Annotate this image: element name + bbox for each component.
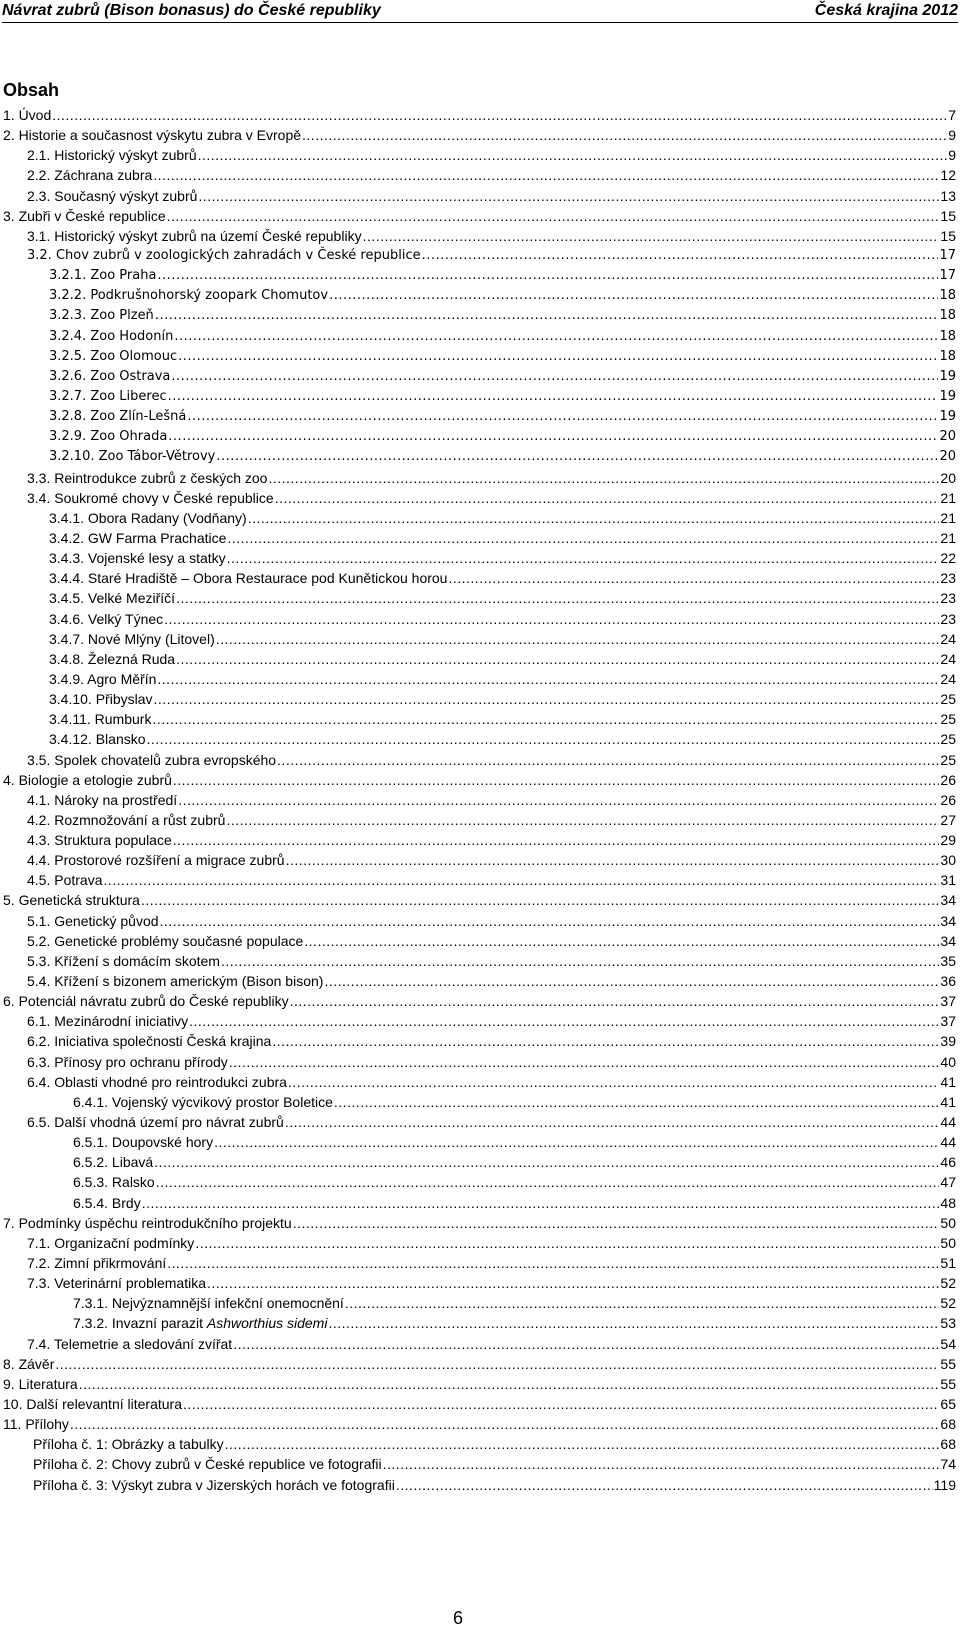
toc-entry[interactable] [0, 548, 960, 568]
toc-dot-leader [104, 870, 940, 890]
toc-entry-page: 27 [940, 811, 956, 828]
toc-entry-title: 3.4.10. Přibyslav [49, 691, 153, 708]
toc-dot-leader [153, 165, 939, 185]
toc-dot-leader [154, 689, 940, 709]
toc-dot-leader [174, 327, 938, 347]
toc-entry-page: 36 [940, 973, 956, 990]
toc-dot-leader [154, 1152, 939, 1172]
toc-dot-leader [334, 1092, 940, 1112]
toc-entry-page: 44 [940, 1134, 956, 1151]
toc-entry-page: 53 [940, 1315, 956, 1332]
toc-dot-leader [168, 387, 939, 407]
toc-entry-page: 7 [948, 107, 956, 123]
toc-entry-page: 20 [940, 469, 956, 486]
toc-entry[interactable] [0, 1454, 960, 1474]
toc-entry-title: 7.1. Organizační podmínky [27, 1234, 195, 1251]
toc-dot-leader [157, 266, 938, 286]
toc-dot-leader [173, 830, 940, 850]
toc-entry-title: 3.2.4. Zoo Hodonín [49, 328, 174, 344]
toc-entry-title: 4. Biologie a etologie zubrů [3, 771, 172, 788]
toc-entry-page: 34 [940, 932, 956, 949]
toc-entry-page: 9 [948, 127, 956, 144]
toc-dot-leader [55, 1354, 939, 1374]
toc-entry[interactable] [0, 407, 960, 427]
toc-entry-title: 5.1. Genetický původ [27, 912, 159, 929]
toc-entry-title: 3.4.5. Velké Meziříčí [49, 590, 176, 607]
toc-entry-page: 19 [939, 368, 956, 384]
toc-entry-title: 3.2.7. Zoo Liberec [49, 388, 167, 404]
toc-dot-leader [195, 1233, 939, 1253]
toc-entry-title: 3.1. Historický výskyt zubrů na území České republiky [27, 227, 362, 244]
toc-entry-page: 20 [939, 429, 956, 445]
toc-entry-page: 34 [940, 892, 956, 909]
toc-entry-title: 6.1. Mezinárodní iniciativy [27, 1013, 189, 1030]
toc-entry[interactable] [0, 1072, 960, 1092]
toc-dot-leader [168, 427, 938, 447]
toc-entry[interactable] [0, 1273, 960, 1293]
toc-entry-page: 21 [940, 489, 956, 506]
toc-dot-leader [275, 488, 940, 508]
toc-entry-page: 24 [940, 670, 956, 687]
toc-entry[interactable] [0, 1293, 960, 1313]
toc-entry-title: 3.3. Reintrodukce zubrů z českých zoo [27, 469, 268, 486]
toc-entry[interactable] [0, 810, 960, 830]
toc-entry-title: 6.5.1. Doupovské hory [73, 1134, 214, 1151]
toc-entry[interactable] [0, 870, 960, 890]
page-number: 6 [452, 1608, 463, 1628]
toc-entry-page: 24 [940, 630, 956, 647]
toc-dot-leader [221, 951, 939, 971]
toc-entry[interactable] [0, 246, 960, 266]
toc-entry[interactable] [0, 991, 960, 1011]
toc-dot-leader [227, 528, 939, 548]
toc-entry-title: 3.4.12. Blansko [49, 731, 146, 748]
toc-entry-title: 2. Historie a současnost výskytu zubra v Evropě [3, 127, 302, 144]
toc-dot-leader [225, 1434, 940, 1454]
toc-entry[interactable] [0, 347, 960, 367]
toc-entry-page: 40 [940, 1053, 956, 1070]
toc-dot-leader [216, 629, 940, 649]
toc-entry-page: 17 [939, 247, 956, 263]
toc-entry[interactable] [0, 830, 960, 850]
toc-entry-title: 6.4. Oblasti vhodné pro reintrodukci zubra [27, 1073, 287, 1090]
toc-entry-page: 44 [940, 1114, 956, 1131]
toc-entry-title: 11. Přílohy [3, 1416, 69, 1433]
toc-entry[interactable] [0, 1152, 960, 1172]
toc-entry[interactable] [0, 911, 960, 931]
toc-entry[interactable] [0, 1213, 960, 1233]
toc-entry-page: 26 [940, 791, 956, 808]
toc-entry-title: 3.2. Chov zubrů v zoologických zahradách v České republice [27, 247, 421, 263]
toc-entry-title: 6.5.3. Ralsko [73, 1174, 155, 1191]
toc-entry-page: 31 [940, 872, 956, 889]
toc-dot-leader [214, 1132, 939, 1152]
toc-entry[interactable] [0, 508, 960, 528]
toc-entry-page: 23 [940, 590, 956, 607]
toc-entry-page: 55 [940, 1355, 956, 1372]
toc-dot-leader [345, 1293, 940, 1313]
toc-dot-leader [79, 1374, 940, 1394]
toc-entry[interactable] [0, 528, 960, 548]
toc-dot-leader [328, 1313, 939, 1333]
toc-entry-title: 10. Další relevantní literatura [3, 1396, 182, 1412]
toc-entry-page: 74 [940, 1456, 956, 1473]
toc-dot-leader [160, 911, 940, 931]
toc-entry-title: 3.2.6. Zoo Ostrava [49, 368, 171, 384]
toc-entry[interactable] [0, 729, 960, 749]
toc-entry-page: 22 [940, 550, 956, 567]
toc-entry-title: 3.4.4. Staré Hradiště – Obora Restaurace pod Kunětickou horou [49, 570, 448, 587]
toc-entry-page: 68 [940, 1436, 956, 1453]
toc-entry-title: 8. Závěr [3, 1355, 55, 1372]
toc-entry[interactable] [0, 1434, 960, 1454]
toc-entry-title: 3.2.9. Zoo Ohrada [49, 429, 168, 445]
toc-entry-title: 5.4. Křížení s bizonem americkým (Bison bison) [27, 973, 324, 990]
toc-dot-leader [302, 125, 947, 145]
toc-entry-page: 24 [940, 650, 956, 667]
toc-entry-page: 41 [940, 1093, 956, 1110]
toc-entry[interactable] [0, 306, 960, 326]
toc-dot-leader [147, 729, 940, 749]
toc-entry-page: 30 [940, 852, 956, 869]
toc-entry-page: 17 [939, 268, 956, 284]
toc-entry-page: 20 [939, 449, 956, 465]
toc-entry-page: 21 [940, 529, 956, 546]
toc-entry-title: 3.4.9. Agro Měřín [49, 670, 157, 687]
toc-entry-title: 3.2.2. Podkrušnohorský zoopark Chomutov [49, 288, 329, 304]
toc-dot-leader [156, 1172, 940, 1192]
toc-entry[interactable] [0, 286, 960, 306]
toc-entry[interactable] [0, 266, 960, 286]
toc-entry-title: 6.3. Přínosy pro ochranu přírody [27, 1053, 228, 1070]
toc-dot-leader [304, 931, 939, 951]
toc-entry-title: 3.4. Soukromé chovy v České republice [27, 489, 274, 506]
toc-entry-page: 39 [940, 1033, 956, 1050]
toc-entry[interactable] [0, 1414, 960, 1434]
toc-entry-page: 15 [940, 227, 956, 244]
toc-dot-leader [198, 145, 948, 165]
toc-dot-leader [290, 991, 940, 1011]
toc-entry-title: 5.3. Křížení s domácím skotem [27, 952, 220, 969]
toc-entry[interactable] [0, 971, 960, 991]
toc-entry-title: 1. Úvod [3, 107, 52, 123]
toc-dot-leader [288, 1072, 939, 1092]
toc-dot-leader [155, 306, 939, 326]
toc-entry-page: 35 [940, 952, 956, 969]
toc-entry[interactable] [0, 447, 960, 467]
toc-entry-page: 37 [940, 1013, 956, 1030]
toc-entry-page: 48 [940, 1194, 956, 1211]
toc-entry[interactable] [0, 1011, 960, 1031]
toc-entry[interactable] [0, 689, 960, 709]
toc-dot-leader [422, 246, 939, 266]
toc-entry-title: 6. Potenciál návratu zubrů do České republiky [3, 993, 289, 1010]
toc-entry-title: 4.5. Potrava [27, 872, 103, 889]
toc-entry-page: 13 [940, 187, 956, 204]
toc-entry[interactable] [0, 1052, 960, 1072]
toc-dot-leader [157, 669, 939, 689]
toc-entry[interactable] [0, 1374, 960, 1394]
toc-entry-page: 18 [939, 288, 956, 304]
toc-dot-leader [329, 286, 938, 306]
toc-entry-title: 4.3. Struktura populace [27, 832, 172, 849]
toc-entry-page: 50 [940, 1234, 956, 1251]
toc-entry-title: Příloha č. 3: Výskyt zubra v Jizerských horách ve fotografii [33, 1476, 395, 1493]
toc-entry[interactable] [0, 1253, 960, 1273]
toc-entry-page: 25 [940, 711, 956, 728]
toc-dot-leader [198, 186, 939, 206]
toc-entry[interactable] [0, 125, 960, 145]
header-document-title: Návrat zubrů (Bison bonasus) do České republiky [2, 2, 381, 19]
toc-entry-page: 46 [940, 1154, 956, 1171]
toc-entry[interactable] [0, 468, 960, 488]
toc-entry[interactable] [0, 327, 960, 347]
toc-dot-leader [396, 1475, 933, 1495]
toc-entry-page: 34 [940, 912, 956, 929]
toc-entry[interactable] [0, 165, 960, 185]
running-header [2, 0, 958, 22]
toc-dot-leader [164, 609, 939, 629]
toc-dot-leader [167, 206, 940, 226]
toc-entry-page: 52 [940, 1295, 956, 1312]
toc-entry-page: 50 [940, 1214, 956, 1231]
toc-dot-leader [178, 347, 938, 367]
toc-entry-title: 2.3. Současný výskyt zubrů [27, 187, 198, 204]
toc-entry-title: 9. Literatura [3, 1375, 78, 1392]
toc-entry-page: 19 [939, 388, 956, 404]
toc-entry[interactable] [0, 488, 960, 508]
toc-entry[interactable] [0, 206, 960, 226]
toc-entry-page: 37 [940, 993, 956, 1010]
toc-entry-title: 4.4. Prostorové rozšíření a migrace zubrů [27, 852, 285, 869]
toc-dot-leader [171, 367, 938, 387]
toc-dot-leader [227, 548, 940, 568]
toc-dot-leader [248, 508, 940, 528]
toc-entry[interactable] [0, 145, 960, 165]
toc-entry-page: 9 [948, 147, 956, 164]
toc-entry[interactable] [0, 1112, 960, 1132]
toc-entry[interactable] [0, 609, 960, 629]
toc-entry-title: 3.4.6. Velký Týnec [49, 610, 164, 627]
toc-entry[interactable] [0, 669, 960, 689]
toc-dot-leader [383, 1454, 940, 1474]
toc-entry-page: 23 [940, 570, 956, 587]
toc-dot-leader [152, 709, 939, 729]
toc-dot-leader [70, 1414, 940, 1434]
toc-entry-title: 3.4.11. Rumburk [49, 711, 152, 728]
toc-entry-title: 2.1. Historický výskyt zubrů [27, 147, 197, 164]
table-of-contents [0, 105, 960, 1495]
toc-entry[interactable] [0, 105, 960, 125]
toc-entry-title: 3.4.8. Železná Ruda [49, 650, 176, 667]
toc-dot-leader [286, 850, 940, 870]
toc-dot-leader [277, 750, 939, 770]
toc-dot-leader [52, 105, 947, 125]
toc-entry[interactable] [0, 1334, 960, 1354]
toc-entry-title: 6.2. Iniciativa společnosti Česká krajina [27, 1033, 272, 1050]
toc-entry-page: 25 [940, 691, 956, 708]
toc-entry[interactable] [0, 649, 960, 669]
toc-entry-title: 7.3.1. Nejvýznamnější infekční onemocnění [73, 1295, 344, 1312]
toc-entry[interactable] [0, 629, 960, 649]
toc-entry-page: 25 [940, 731, 956, 748]
toc-dot-leader [226, 810, 939, 830]
toc-entry-page: 119 [933, 1476, 956, 1493]
toc-entry-title: 7.3.2. Invazní parazit Ashworthius sidemi [73, 1315, 328, 1332]
toc-entry[interactable] [0, 1031, 960, 1051]
toc-dot-leader [189, 1011, 939, 1031]
toc-entry-page: 51 [940, 1255, 956, 1272]
toc-entry-title: 4.2. Rozmnožování a růst zubrů [27, 811, 226, 828]
toc-entry-page: 18 [939, 348, 956, 364]
toc-entry-page: 21 [940, 509, 956, 526]
toc-entry[interactable] [0, 568, 960, 588]
toc-dot-leader [448, 568, 939, 588]
toc-entry[interactable] [0, 850, 960, 870]
toc-entry-page: 65 [940, 1396, 956, 1412]
toc-entry[interactable] [0, 1354, 960, 1374]
toc-entry-title: 5.2. Genetické problémy současné populace [27, 932, 304, 949]
toc-entry-page: 23 [940, 610, 956, 627]
toc-entry-title: 6.4.1. Vojenský výcvikový prostor Boletice [73, 1093, 333, 1110]
toc-entry-title: 3.4.3. Vojenské lesy a statky [49, 550, 226, 567]
toc-dot-leader [176, 649, 939, 669]
toc-entry-title: 7.4. Telemetrie a sledování zvířat [27, 1335, 233, 1352]
toc-entry-title: Příloha č. 2: Chovy zubrů v České republice ve fotografii [33, 1456, 382, 1473]
toc-entry-page: 55 [940, 1375, 956, 1392]
toc-entry-page: 15 [940, 207, 956, 224]
toc-dot-leader [233, 1334, 939, 1354]
toc-dot-leader [363, 226, 940, 246]
toc-entry-page: 47 [940, 1174, 956, 1191]
toc-entry-title: 2.2. Záchrana zubra [27, 167, 153, 184]
toc-dot-leader [229, 1052, 940, 1072]
toc-entry[interactable] [0, 890, 960, 910]
toc-entry[interactable] [0, 226, 960, 246]
toc-dot-leader [167, 1253, 939, 1273]
toc-entry-title: 7. Podmínky úspěchu reintrodukčního projektu [3, 1214, 292, 1231]
toc-dot-leader [324, 971, 939, 991]
toc-dot-leader [207, 1273, 939, 1293]
toc-dot-leader [187, 407, 938, 427]
toc-dot-leader [293, 1213, 940, 1233]
toc-entry-page: 29 [940, 832, 956, 849]
toc-entry[interactable] [0, 790, 960, 810]
toc-entry-title: Příloha č. 1: Obrázky a tabulky [33, 1436, 224, 1453]
toc-dot-leader [141, 890, 939, 910]
toc-entry-title: 3.5. Spolek chovatelů zubra evropského [27, 751, 277, 768]
toc-dot-leader [268, 468, 939, 488]
toc-dot-leader [285, 1112, 940, 1132]
toc-entry-page: 68 [940, 1416, 956, 1433]
toc-entry[interactable] [0, 770, 960, 790]
toc-entry-title: 4.1. Nároky na prostředí [27, 791, 178, 808]
toc-entry-title: 5. Genetická struktura [3, 892, 140, 909]
header-rule [2, 22, 958, 23]
toc-entry[interactable] [0, 1313, 960, 1333]
toc-entry-title: 3.2.8. Zoo Zlín-Lešná [49, 409, 187, 425]
toc-entry[interactable] [0, 588, 960, 608]
header-publisher: Česká krajina 2012 [814, 2, 958, 19]
toc-entry-page: 54 [940, 1335, 956, 1352]
toc-entry-title: 3.2.5. Zoo Olomouc [49, 348, 178, 364]
toc-heading: Obsah [3, 80, 60, 100]
toc-entry[interactable] [0, 1193, 960, 1213]
toc-entry-page: 52 [940, 1275, 956, 1292]
toc-dot-leader [178, 790, 939, 810]
toc-entry-page: 18 [939, 308, 956, 324]
toc-entry[interactable] [0, 1132, 960, 1152]
toc-entry-title: 3. Zubři v České republice [3, 207, 166, 224]
toc-dot-leader [272, 1031, 939, 1051]
toc-entry-page: 26 [940, 771, 956, 788]
toc-dot-leader [183, 1394, 939, 1414]
toc-entry-title: 3.2.1. Zoo Praha [49, 268, 157, 284]
toc-entry-page: 19 [939, 409, 956, 425]
toc-entry-page: 18 [939, 328, 956, 344]
toc-dot-leader [176, 588, 939, 608]
toc-entry[interactable] [0, 427, 960, 447]
toc-entry-title: 6.5. Další vhodná území pro návrat zubrů [27, 1114, 284, 1131]
toc-dot-leader [142, 1193, 940, 1213]
toc-entry[interactable] [0, 750, 960, 770]
toc-entry-title: 3.2.10. Zoo Tábor-Větrovy [49, 449, 216, 465]
toc-entry-title: 7.2. Zimní přikrmování [27, 1255, 167, 1272]
toc-entry-title: 7.3. Veterinární problematika [27, 1275, 206, 1292]
toc-entry-title: 3.4.7. Nové Mlýny (Litovel) [49, 630, 215, 647]
toc-entry-title: 3.4.1. Obora Radany (Vodňany) [49, 509, 247, 526]
toc-entry[interactable] [0, 1233, 960, 1253]
toc-entry-page: 12 [940, 167, 956, 184]
toc-entry-title: 6.5.4. Brdy [73, 1194, 141, 1211]
toc-dot-leader [216, 447, 938, 467]
toc-entry[interactable] [0, 1092, 960, 1112]
toc-entry[interactable] [0, 709, 960, 729]
toc-entry[interactable] [0, 931, 960, 951]
toc-entry-page: 41 [940, 1073, 956, 1090]
toc-entry[interactable] [0, 1475, 960, 1495]
toc-entry[interactable] [0, 1394, 960, 1414]
toc-entry[interactable] [0, 387, 960, 407]
toc-entry[interactable] [0, 186, 960, 206]
toc-entry[interactable] [0, 1172, 960, 1192]
toc-entry-title: 3.4.2. GW Farma Prachatice [49, 529, 227, 546]
toc-entry[interactable] [0, 951, 960, 971]
toc-entry-title: 6.5.2. Libavá [73, 1154, 154, 1171]
toc-dot-leader [173, 770, 940, 790]
toc-entry[interactable] [0, 367, 960, 387]
toc-entry-title: 3.2.3. Zoo Plzeň [49, 308, 154, 324]
toc-entry-page: 25 [940, 751, 956, 768]
